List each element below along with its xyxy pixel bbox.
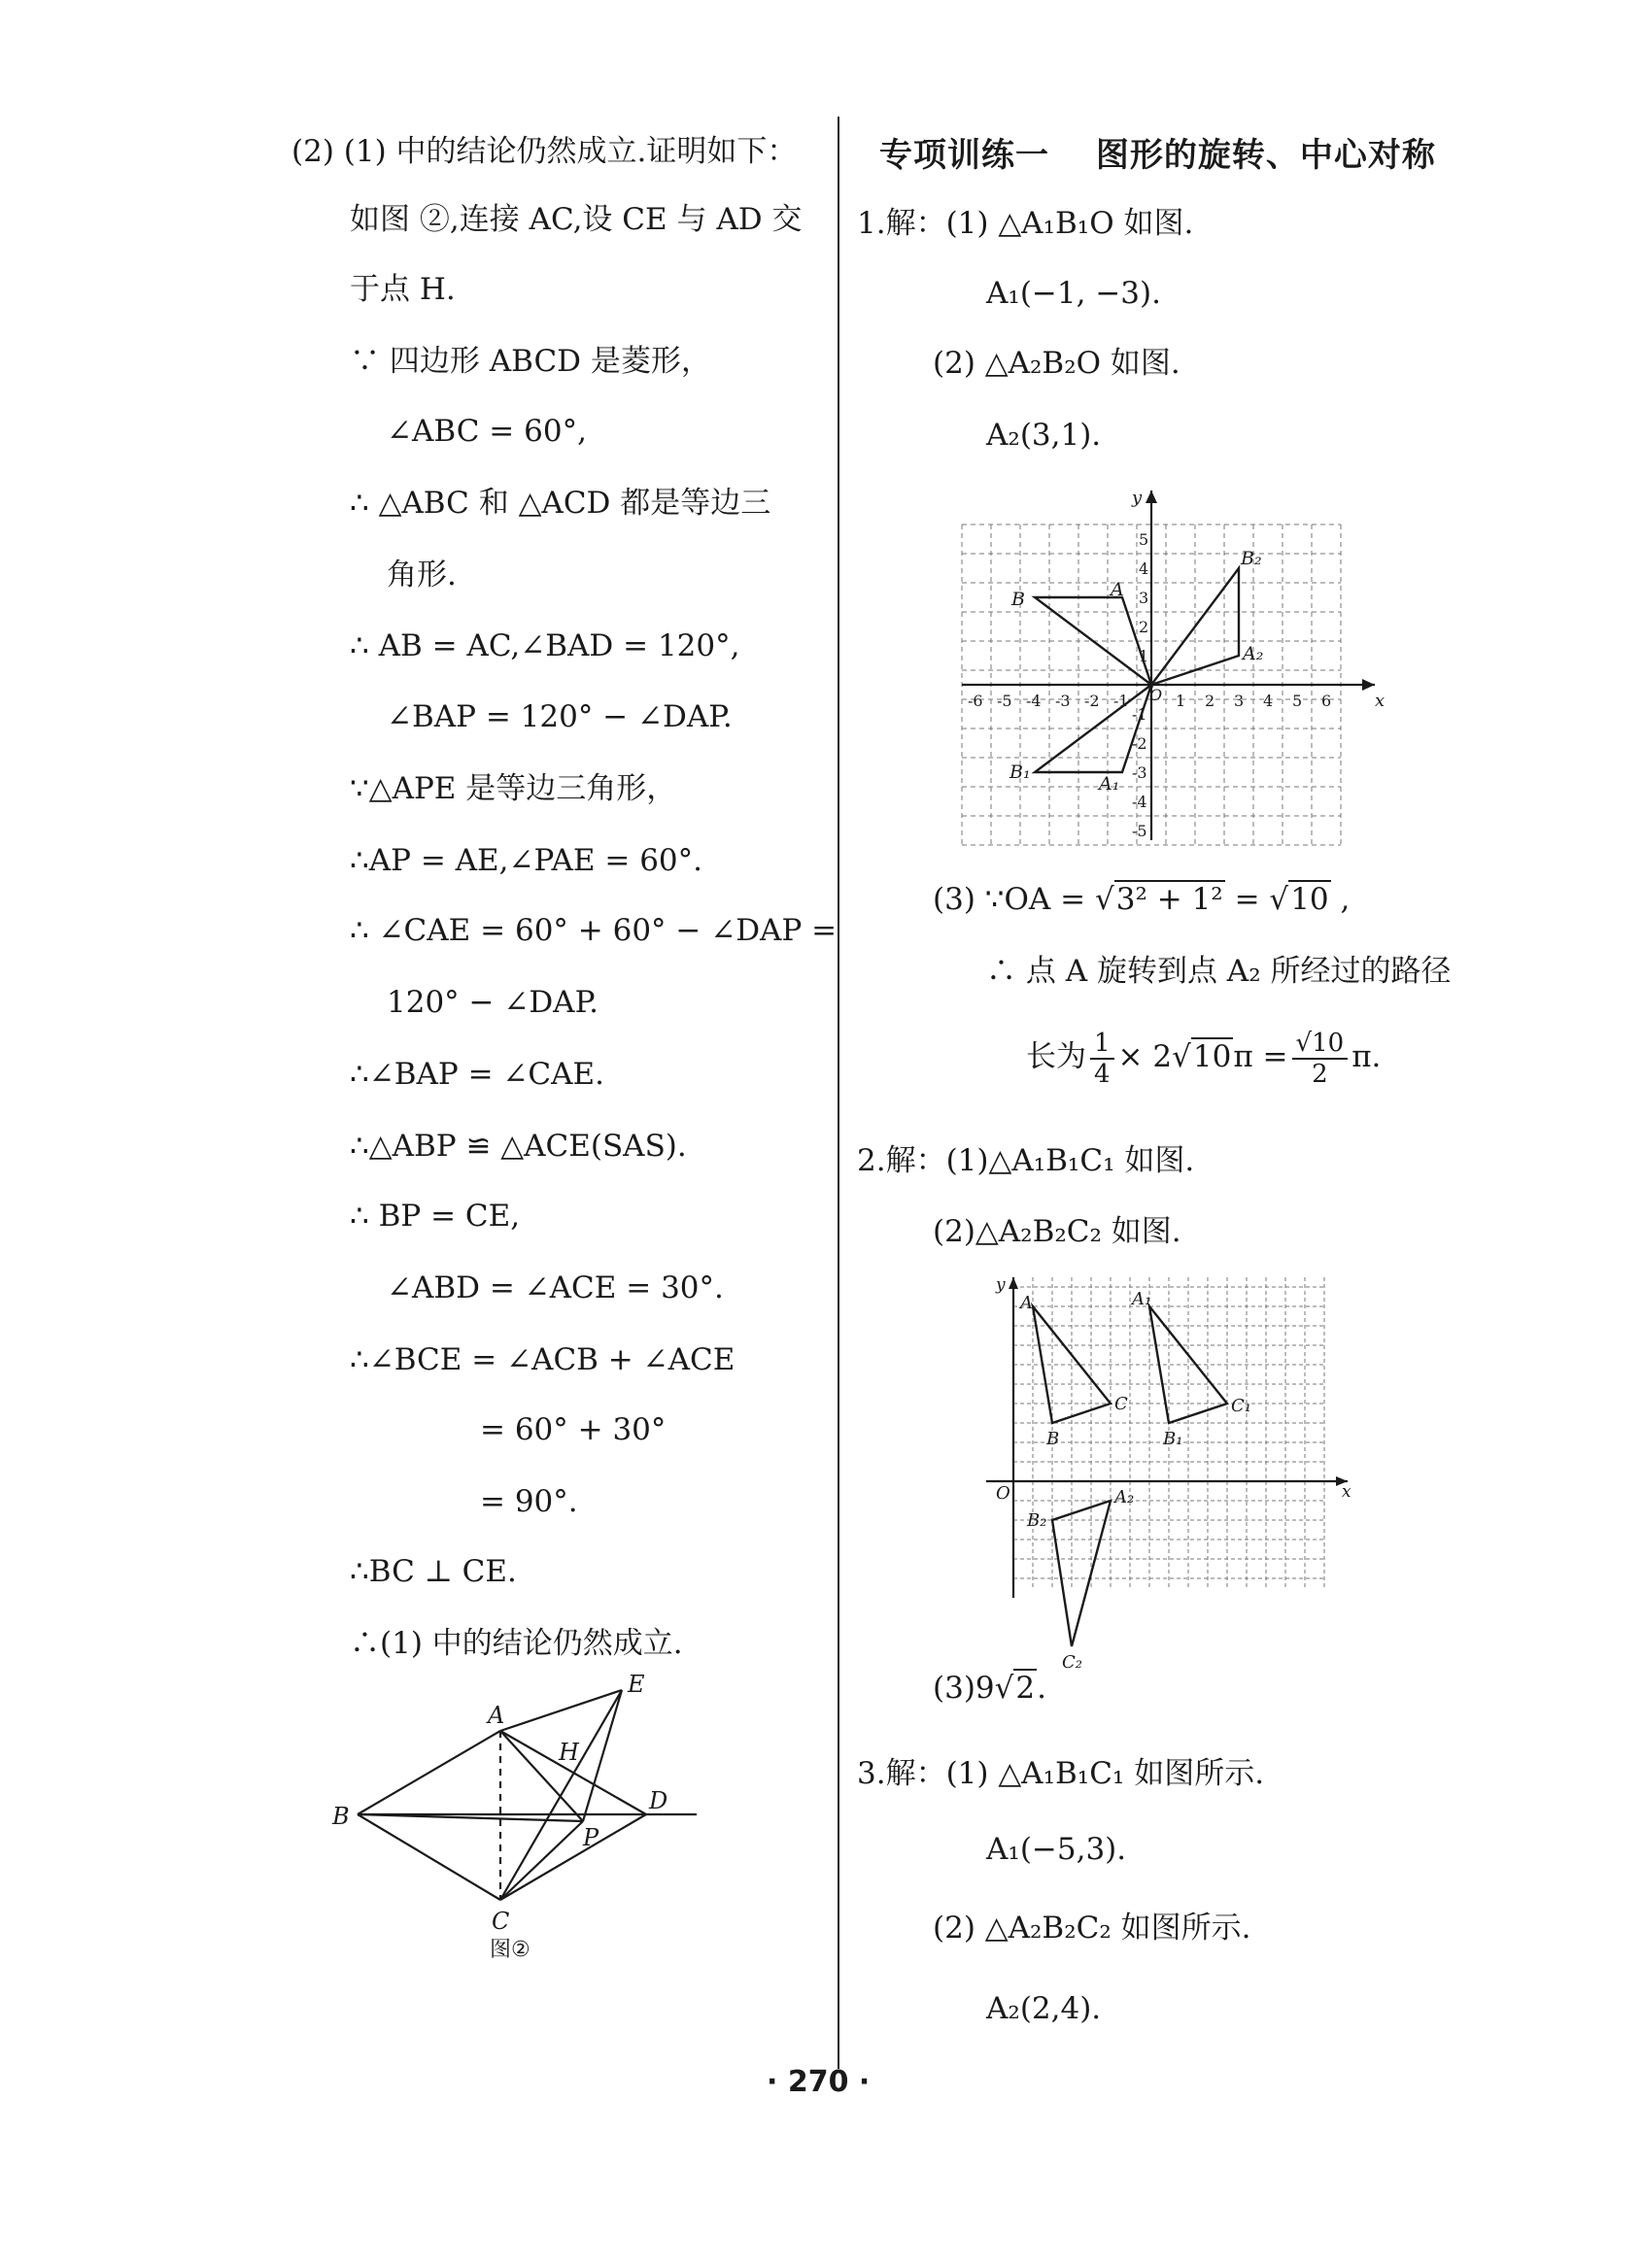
label-a2: A₂ bbox=[1114, 1487, 1135, 1507]
y-axis-label: y bbox=[1132, 488, 1143, 508]
label-c: C bbox=[492, 1908, 510, 1935]
proof-line-10: ∵△APE 是等边三角形， bbox=[350, 771, 677, 806]
label-a2: A₂ bbox=[1243, 643, 1264, 664]
proof-line-17: ∠ABD = ∠ACE = 30°. bbox=[387, 1270, 724, 1305]
segment-ce bbox=[500, 1690, 622, 1900]
label-b: B bbox=[332, 1803, 350, 1830]
proof-line-14: ∴∠BAP = ∠CAE. bbox=[350, 1057, 604, 1092]
x-tick-label: 4 bbox=[1263, 692, 1274, 710]
q3-line-4: A₂(2,4). bbox=[986, 1991, 1102, 2026]
x-tick-label: 2 bbox=[1205, 692, 1215, 710]
segment-cp bbox=[500, 1821, 583, 1900]
proof-line-5: ∠ABC = 60°, bbox=[387, 414, 587, 449]
y-axis-label: y bbox=[996, 1275, 1006, 1295]
q1-fraction-2-den: 2 bbox=[1312, 1059, 1328, 1089]
y-axis-arrow bbox=[1146, 491, 1157, 503]
label-a1: A₁ bbox=[1132, 1289, 1152, 1309]
y-tick-label: 1 bbox=[1139, 647, 1149, 665]
proof-line-15: ∴△ABP ≌ △ACE(SAS). bbox=[350, 1129, 687, 1164]
proof-line-11: ∴AP = AE,∠PAE = 60°. bbox=[350, 843, 703, 878]
origin-label: O bbox=[996, 1483, 1010, 1504]
q1-fraction-2-num: √10 bbox=[1292, 1029, 1349, 1060]
label-c1: C₁ bbox=[1231, 1396, 1251, 1416]
proof-line-2: 如图 ②,连接 AC,设 CE 与 AD 交 bbox=[350, 202, 803, 237]
x-tick-label: 3 bbox=[1234, 692, 1245, 710]
q1-line-5: (3) ∵OA = √3² + 1² = √10 , bbox=[933, 882, 1351, 917]
q2-line-1: 2.解：(1)△A₁B₁C₁ 如图. bbox=[857, 1143, 1195, 1178]
q1-l5-radical-1: 3² + 1² bbox=[1115, 882, 1223, 917]
triangle-a2b2c2 bbox=[1052, 1501, 1111, 1646]
proof-line-8: ∴ AB = AC,∠BAD = 120°, bbox=[350, 628, 740, 663]
proof-line-13: 120° − ∠DAP. bbox=[387, 985, 599, 1020]
y-tick-label: -2 bbox=[1132, 734, 1147, 753]
segment-ab bbox=[358, 1731, 500, 1814]
q1-l7-mid2: π = bbox=[1233, 1039, 1288, 1074]
q1-line-4: A₂(3,1). bbox=[986, 418, 1102, 453]
x-tick-label: -2 bbox=[1084, 692, 1100, 710]
segment-ep bbox=[583, 1690, 622, 1821]
label-b: B bbox=[1046, 1429, 1060, 1449]
label-e: E bbox=[628, 1671, 645, 1698]
q1-fraction-2 bbox=[1292, 1029, 1349, 1089]
label-a: A bbox=[1020, 1293, 1033, 1313]
figure-2-rhombus bbox=[311, 1671, 719, 1962]
q1-line-2: A₁(−1, −3). bbox=[986, 276, 1161, 311]
q1-line-1: 1.解：(1) △A₁B₁O 如图. bbox=[857, 206, 1194, 241]
label-c2: C₂ bbox=[1062, 1652, 1082, 1673]
q1-fraction-1 bbox=[1090, 1029, 1114, 1089]
y-tick-label: -3 bbox=[1132, 763, 1147, 782]
q2-l3-pre: (3)9 bbox=[933, 1671, 995, 1706]
label-b1: B₁ bbox=[1163, 1429, 1183, 1449]
q1-line-3: (2) △A₂B₂O 如图. bbox=[933, 346, 1180, 381]
q1-line-6: ∴ 点 A 旋转到点 A₂ 所经过的路径 bbox=[986, 954, 1452, 989]
y-tick-label: -1 bbox=[1132, 705, 1147, 724]
proof-line-6: ∴ △ABC 和 △ACD 都是等边三 bbox=[350, 486, 771, 521]
q1-l5-post: , bbox=[1330, 882, 1351, 917]
proof-line-16: ∴ BP = CE, bbox=[350, 1199, 521, 1234]
x-tick-label: 6 bbox=[1321, 692, 1332, 710]
q3-line-1: 3.解：(1) △A₁B₁C₁ 如图所示. bbox=[857, 1756, 1265, 1791]
segment-cb bbox=[358, 1814, 500, 1900]
x-axis-label: x bbox=[1342, 1482, 1351, 1502]
proof-line-21: ∴BC ⊥ CE. bbox=[350, 1554, 517, 1589]
proof-line-19: = 60° + 30° bbox=[480, 1412, 667, 1447]
q1-l5-mid: = bbox=[1224, 882, 1270, 917]
label-h: H bbox=[559, 1739, 579, 1766]
proof-line-4: ∵ 四边形 ABCD 是菱形， bbox=[350, 344, 711, 379]
q2-line-3: (3)9√2. bbox=[933, 1671, 1046, 1706]
y-tick-label: 5 bbox=[1139, 530, 1149, 549]
triangle-a1b1c1 bbox=[1149, 1306, 1227, 1423]
label-p: P bbox=[583, 1824, 599, 1851]
y-axis-arrow bbox=[1009, 1277, 1018, 1289]
page-number: · 270 · bbox=[767, 2065, 871, 2099]
proof-line-1: (2) (1) 中的结论仍然成立.证明如下： bbox=[291, 134, 798, 169]
origin-label: O bbox=[1149, 686, 1163, 704]
x-tick-label: 1 bbox=[1176, 692, 1186, 710]
proof-line-3: 于点 H. bbox=[350, 272, 456, 307]
q1-coordinate-grid bbox=[962, 486, 1389, 845]
y-tick-label: 4 bbox=[1139, 559, 1149, 578]
q2-l3-post: . bbox=[1037, 1671, 1046, 1706]
q1-l7-mid: × 2 bbox=[1117, 1039, 1173, 1074]
proof-line-12: ∴ ∠CAE = 60° + 60° − ∠DAP = bbox=[350, 913, 838, 948]
x-tick-label: -5 bbox=[997, 692, 1012, 710]
x-tick-label: -4 bbox=[1026, 692, 1042, 710]
x-axis-arrow bbox=[1362, 679, 1375, 691]
x-tick-label: 5 bbox=[1292, 692, 1303, 710]
q1-l5-pre: (3) ∵OA = bbox=[933, 882, 1095, 917]
label-b2: B₂ bbox=[1027, 1510, 1047, 1531]
label-a1: A₁ bbox=[1099, 773, 1120, 795]
y-tick-label: 2 bbox=[1139, 618, 1149, 636]
label-d: D bbox=[649, 1787, 668, 1814]
x-tick-label: -6 bbox=[968, 692, 983, 710]
proof-line-22: ∴(1) 中的结论仍然成立. bbox=[350, 1626, 683, 1661]
q1-fraction-1-den: 4 bbox=[1094, 1059, 1111, 1089]
q1-l7-radical: 10 bbox=[1192, 1039, 1232, 1074]
y-tick-label: -4 bbox=[1132, 793, 1147, 811]
x-tick-label: -3 bbox=[1055, 692, 1071, 710]
segment-dc bbox=[500, 1814, 646, 1900]
figure-2-caption: 图② bbox=[490, 1938, 530, 1962]
label-a: A bbox=[488, 1702, 505, 1729]
q2-coordinate-grid bbox=[986, 1272, 1365, 1673]
proof-line-7: 角形. bbox=[387, 558, 457, 592]
q1-l7-pre: 长为 bbox=[1026, 1039, 1086, 1074]
column-divider bbox=[838, 117, 839, 2069]
q1-l7-post: π. bbox=[1351, 1039, 1382, 1074]
q3-line-3: (2) △A₂B₂C₂ 如图所示. bbox=[933, 1911, 1251, 1946]
proof-line-9: ∠BAP = 120° − ∠DAP. bbox=[387, 699, 733, 734]
label-b2: B₂ bbox=[1241, 548, 1262, 569]
y-tick-label: 3 bbox=[1139, 589, 1149, 607]
q1-fraction-1-num: 1 bbox=[1090, 1029, 1114, 1060]
section-heading: 专项训练一 图形的旋转、中心对称 bbox=[879, 136, 1436, 175]
proof-line-18: ∴∠BCE = ∠ACB + ∠ACE bbox=[350, 1342, 735, 1377]
y-tick-label: -5 bbox=[1132, 822, 1147, 840]
segment-ae bbox=[500, 1690, 622, 1731]
q3-line-2: A₁(−5,3). bbox=[986, 1832, 1127, 1867]
x-tick-label: -1 bbox=[1113, 692, 1129, 710]
q2-line-2: (2)△A₂B₂C₂ 如图. bbox=[933, 1214, 1181, 1249]
label-b1: B₁ bbox=[1009, 762, 1031, 783]
label-a: A bbox=[1111, 579, 1124, 600]
label-c: C bbox=[1114, 1394, 1128, 1414]
proof-line-20: = 90°. bbox=[480, 1484, 578, 1519]
x-axis-label: x bbox=[1375, 691, 1385, 711]
label-b: B bbox=[1011, 589, 1025, 610]
q2-l3-radical: 2 bbox=[1015, 1671, 1036, 1706]
q1-l5-radical-2: 10 bbox=[1290, 882, 1329, 917]
q1-line-7: 长为 $\frac{1}{4}$ × 2√10π = $\frac{√10}{2}$ π. bbox=[1026, 1028, 1382, 1089]
